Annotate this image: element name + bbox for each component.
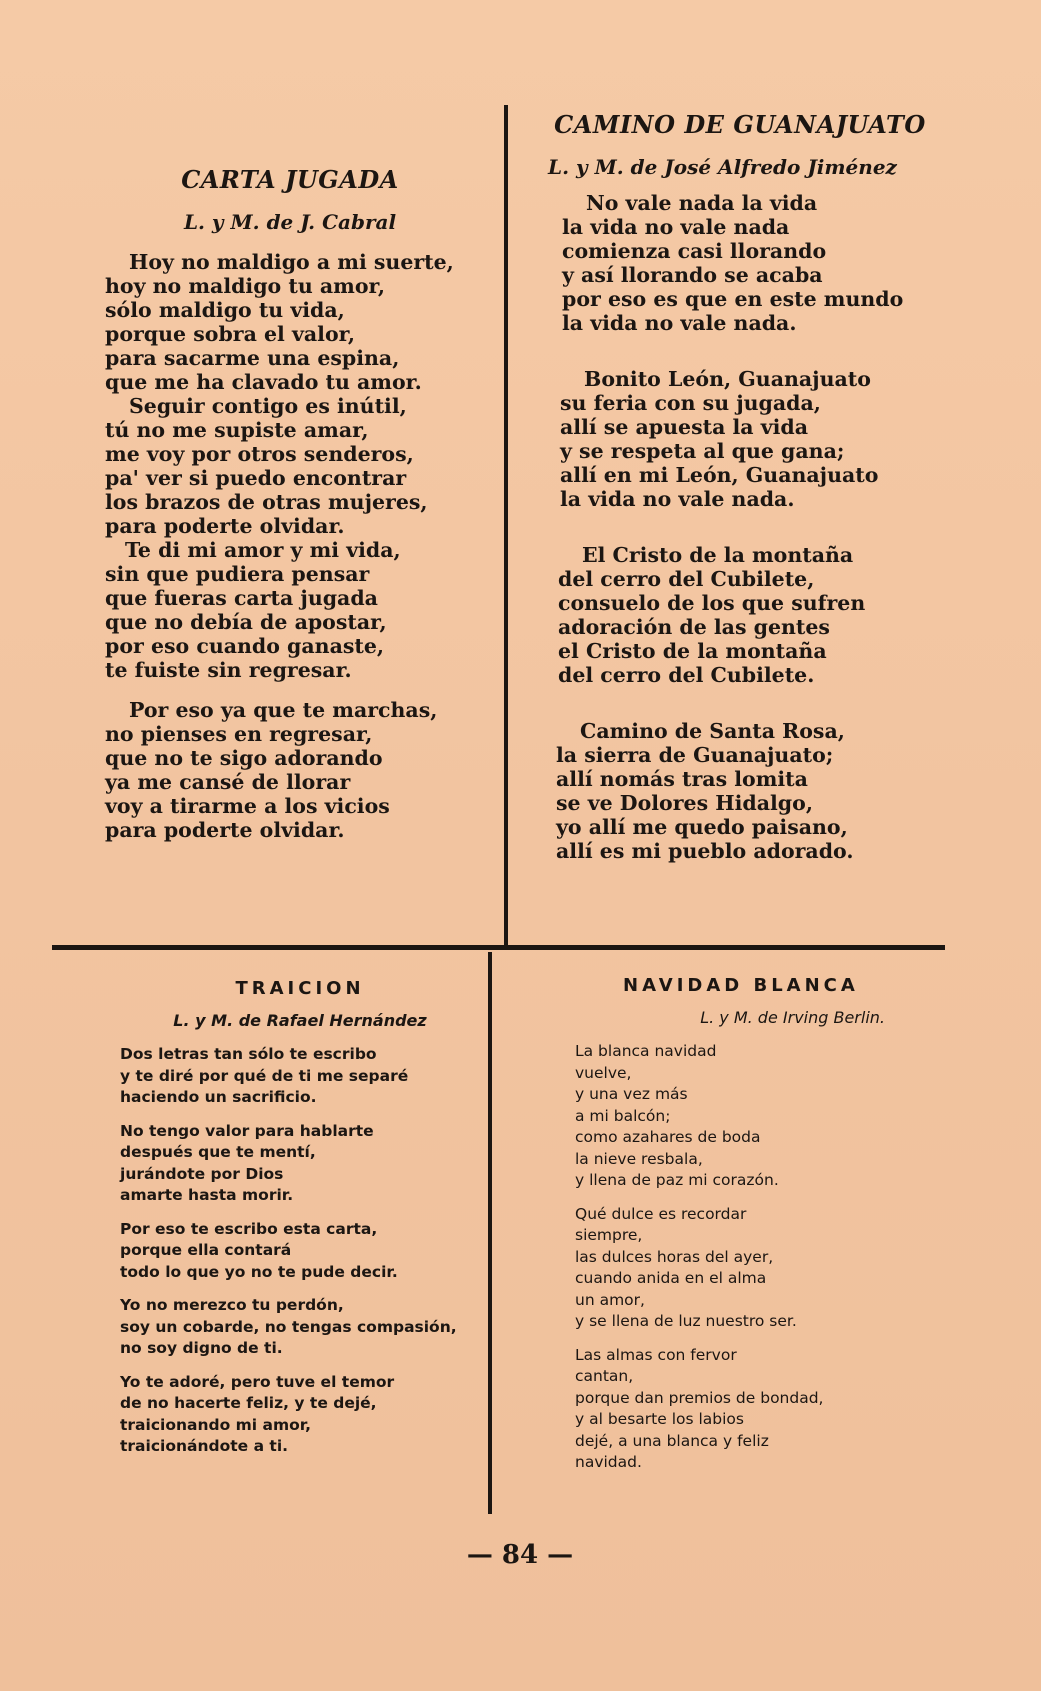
stanza: Las almas con fervor cantan, porque dan premios de bondad, y al besarte los labios dejé, a una blanca y feliz navidad. [575,1345,824,1471]
song-author: L. y M. de Irving Berlin. [700,1008,885,1027]
stanza: Hoy no maldigo a mi suerte, hoy no maldigo tu amor, sólo maldigo tu vida, porque sobra el valor, para sacarme una espina, que me ha clavado tu amor. [105,250,454,394]
song-title: NAVIDAD BLANCA [623,975,859,996]
song-author: L. y M. de Rafael Hernández [173,1011,427,1030]
stanza: Por eso ya que te marchas, no pienses en regresar, que no te sigo adorando ya me cansé de llorar voy a tirarme a los vicios para poderte olvidar. [105,698,438,842]
song-title: CARTA JUGADA [181,165,399,194]
stanza: Por eso te escribo esta carta, porque ella contará todo lo que yo no te pude decir. [120,1219,398,1281]
stanza: Seguir contigo es inútil, tú no me supiste amar, me voy por otros senderos, pa' ver si puedo encontrar los brazos de otras mujeres, para poderte olvidar. [105,394,428,538]
vertical-divider-bottom [488,952,492,1514]
stanza: Te di mi amor y mi vida, sin que pudiera pensar que fueras carta jugada que no debía de apostar, por eso cuando ganaste, te fuiste sin regresar. [105,538,401,682]
vertical-divider-top [504,105,508,950]
song-author: L. y M. de J. Cabral [183,210,397,234]
stanza: Yo no merezco tu perdón, soy un cobarde, no tengas compasión, no soy digno de ti. [120,1296,457,1357]
stanza: Bonito León, Guanajuato su feria con su jugada, allí se apuesta la vida y se respeta al que gana; allí en mi León, Guanajuato la vida no vale nada. [560,367,879,511]
stanza: La blanca navidad vuelve, y una vez más a mi balcón; como azahares de boda la nieve resbala, y llena de paz mi corazón. [575,1042,779,1189]
page-number: — 84 — [466,1540,574,1570]
song-title: TRAICION [235,978,365,999]
horizontal-divider [52,945,945,950]
song-author: L. y M. de José Alfredo Jiménez [548,155,897,179]
song-camino-de-guanajuato [540,110,940,863]
stanza: Qué dulce es recordar siempre, las dulces horas del ayer, cuando anida en el alma un amor, y se llena de luz nuestro ser. [575,1204,797,1330]
stanza: El Cristo de la montaña del cerro del Cubilete, consuelo de los que sufren adoración de las gentes el Cristo de la montaña del cerro del Cubilete. [558,543,866,687]
stanza: Yo te adoré, pero tuve el temor de no hacerte feliz, y te dejé, traicionando mi amor, traicionándote a ti. [120,1372,395,1455]
stanza: No vale nada la vida la vida no vale nada comienza casi llorando y así llorando se acaba por eso es que en este mundo la vida no vale nada. [562,191,904,335]
song-carta-jugada [105,165,475,842]
stanza: Dos letras tan sólo te escribo y te diré por qué de ti me separé haciendo un sacrificio. [120,1045,409,1106]
song-traicion [120,978,480,1458]
stanza: Camino de Santa Rosa, la sierra de Guanajuato; allí nomás tras lomita se ve Dolores Hidalgo, yo allí me quedo paisano, allí es mi pueblo adorado. [556,719,854,863]
song-title: CAMINO DE GUANAJUATO [554,110,926,139]
stanza: No tengo valor para hablarte después que te mentí, jurándote por Dios amarte hasta morir. [120,1121,374,1204]
song-navidad-blanca [575,975,915,1474]
